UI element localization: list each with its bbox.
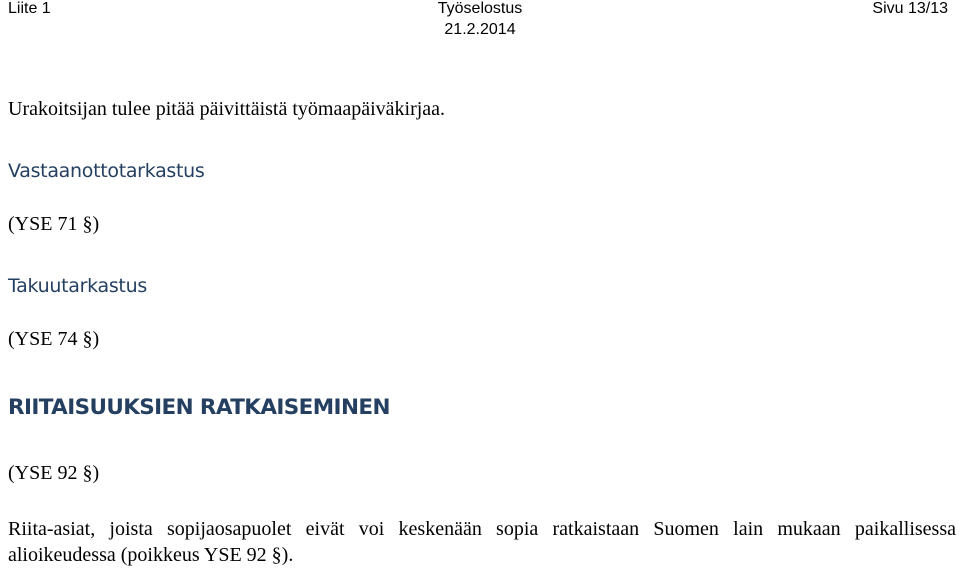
body-paragraph: Riita-asiat, joista sopijaosapuolet eivät voi keskenään sopia ratkaistaan Suomen lain mukaan paikallisessa alioikeudessa (poikkeus YSE 92 §).	[8, 518, 956, 566]
section-reference: (YSE 71 §)	[8, 213, 100, 235]
document-date: 21.2.2014	[444, 21, 516, 38]
section-reference: (YSE 74 §)	[8, 328, 100, 350]
appendix-label: Liite 1	[8, 0, 51, 17]
document-title: Työselostus	[437, 0, 523, 17]
section-heading-riitaisuuksien: RIITAISUUKSIEN RATKAISEMINEN	[8, 395, 390, 420]
section-heading-takuutarkastus: Takuutarkastus	[8, 275, 147, 297]
section-reference: (YSE 92 §)	[8, 462, 100, 484]
page-number: Sivu 13/13	[872, 0, 948, 17]
intro-text: Urakoitsijan tulee pitää päivittäistä työmaapäiväkirjaa.	[8, 98, 446, 120]
section-heading-vastaanottotarkastus: Vastaanottotarkastus	[8, 160, 205, 182]
